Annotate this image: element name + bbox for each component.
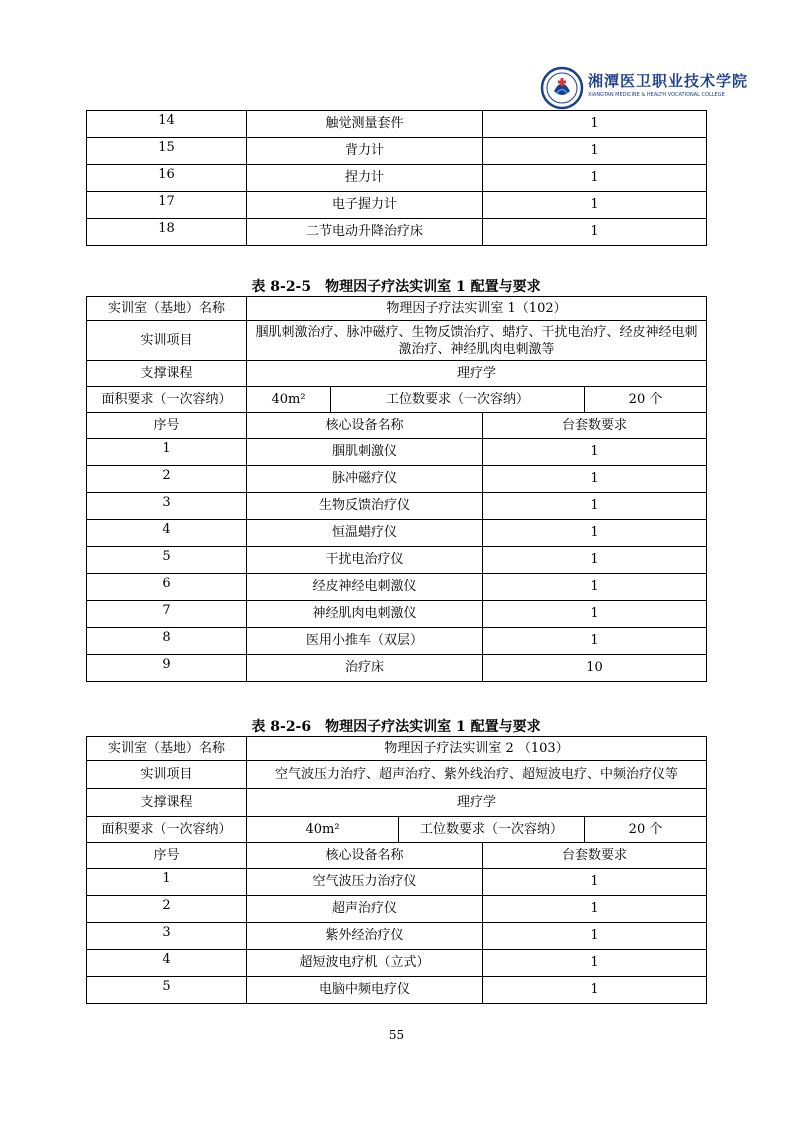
room-label: 实训室（基地）名称 bbox=[87, 297, 247, 321]
college-name: 湘潭医卫职业技术学院 bbox=[588, 72, 749, 90]
table-row bbox=[87, 192, 707, 219]
table-row bbox=[87, 601, 707, 628]
table-row bbox=[87, 628, 707, 655]
table-row bbox=[87, 869, 707, 896]
table-row bbox=[87, 950, 707, 977]
row-number: 15 bbox=[87, 138, 247, 165]
equipment-name: 恒温蜡疗仪 bbox=[247, 520, 483, 547]
equipment-quantity: 1 bbox=[483, 628, 707, 655]
equipment-quantity: 1 bbox=[483, 601, 707, 628]
equipment-name: 超短波电疗机（立式） bbox=[247, 950, 483, 977]
equipment-quantity: 1 bbox=[483, 111, 707, 138]
table-8-2-5 bbox=[86, 296, 707, 682]
table-row bbox=[87, 439, 707, 466]
row-number: 5 bbox=[87, 547, 247, 574]
project-label: 实训项目 bbox=[87, 321, 247, 361]
table-row bbox=[87, 493, 707, 520]
table-row bbox=[87, 138, 707, 165]
course-label: 支撑课程 bbox=[87, 789, 247, 817]
equipment-name: 紫外经治疗仪 bbox=[247, 923, 483, 950]
equipment-quantity: 1 bbox=[483, 439, 707, 466]
row-number: 9 bbox=[87, 655, 247, 682]
equipment-name: 生物反馈治疗仪 bbox=[247, 493, 483, 520]
equipment-quantity: 1 bbox=[483, 869, 707, 896]
area-value: 40m² bbox=[247, 387, 331, 413]
equipment-quantity: 1 bbox=[483, 977, 707, 1004]
equipment-quantity: 1 bbox=[483, 138, 707, 165]
table-row bbox=[87, 466, 707, 493]
col-header-name: 核心设备名称 bbox=[247, 413, 483, 439]
row-number: 6 bbox=[87, 574, 247, 601]
row-number: 18 bbox=[87, 219, 247, 246]
table-row bbox=[87, 165, 707, 192]
equipment-name: 空气波压力治疗仪 bbox=[247, 869, 483, 896]
equipment-quantity: 1 bbox=[483, 923, 707, 950]
table-row bbox=[87, 574, 707, 601]
equipment-quantity: 10 bbox=[483, 655, 707, 682]
area-label: 面积要求（一次容纳） bbox=[87, 387, 247, 413]
row-number: 5 bbox=[87, 977, 247, 1004]
row-number: 2 bbox=[87, 466, 247, 493]
equipment-name: 触觉测量套件 bbox=[247, 111, 483, 138]
equipment-name: 神经肌肉电刺激仪 bbox=[247, 601, 483, 628]
station-value: 20 个 bbox=[585, 817, 707, 843]
equipment-quantity: 1 bbox=[483, 219, 707, 246]
equipment-name: 捏力计 bbox=[247, 165, 483, 192]
equipment-name: 医用小推车（双层） bbox=[247, 628, 483, 655]
college-seal-icon bbox=[540, 66, 584, 110]
table-row bbox=[87, 111, 707, 138]
page-number: 55 bbox=[388, 1028, 405, 1042]
table-row bbox=[87, 547, 707, 574]
col-header-qty: 台套数要求 bbox=[483, 413, 707, 439]
equipment-name: 干扰电治疗仪 bbox=[247, 547, 483, 574]
equipment-name: 治疗床 bbox=[247, 655, 483, 682]
station-label: 工位数要求（一次容纳） bbox=[399, 817, 585, 843]
equipment-quantity: 1 bbox=[483, 466, 707, 493]
project-label: 实训项目 bbox=[87, 761, 247, 789]
table-row bbox=[87, 923, 707, 950]
college-logo bbox=[540, 66, 749, 110]
equipment-name: 二节电动升降治疗床 bbox=[247, 219, 483, 246]
row-number: 3 bbox=[87, 923, 247, 950]
col-header-name: 核心设备名称 bbox=[247, 843, 483, 869]
row-number: 1 bbox=[87, 439, 247, 466]
station-label: 工位数要求（一次容纳） bbox=[331, 387, 585, 413]
row-number: 8 bbox=[87, 628, 247, 655]
table-row bbox=[87, 219, 707, 246]
course-label: 支撑课程 bbox=[87, 361, 247, 387]
project-value: 空气波压力治疗、超声治疗、紫外线治疗、超短波电疗、中频治疗仪等 bbox=[247, 761, 707, 789]
room-label: 实训室（基地）名称 bbox=[87, 737, 247, 761]
equipment-name: 电脑中频电疗仪 bbox=[247, 977, 483, 1004]
table-row bbox=[87, 896, 707, 923]
room-value: 物理因子疗法实训室 1（102） bbox=[247, 297, 707, 321]
row-number: 16 bbox=[87, 165, 247, 192]
equipment-quantity: 1 bbox=[483, 950, 707, 977]
table-caption-8-2-6: 表 8-2-6 物理因子疗法实训室 1 配置与要求 bbox=[251, 719, 541, 735]
row-number: 4 bbox=[87, 520, 247, 547]
equipment-name: 背力计 bbox=[247, 138, 483, 165]
equipment-quantity: 1 bbox=[483, 493, 707, 520]
row-number: 7 bbox=[87, 601, 247, 628]
equipment-quantity: 1 bbox=[483, 574, 707, 601]
room-value: 物理因子疗法实训室 2 （103） bbox=[247, 737, 707, 761]
table-row bbox=[87, 520, 707, 547]
table-row bbox=[87, 655, 707, 682]
equipment-quantity: 1 bbox=[483, 165, 707, 192]
area-value: 40m² bbox=[247, 817, 399, 843]
equipment-name: 腘肌刺激仪 bbox=[247, 439, 483, 466]
row-number: 3 bbox=[87, 493, 247, 520]
equipment-quantity: 1 bbox=[483, 520, 707, 547]
station-value: 20 个 bbox=[585, 387, 707, 413]
table-8-2-6 bbox=[86, 736, 707, 1004]
equipment-quantity: 1 bbox=[483, 192, 707, 219]
equipment-table-continued bbox=[86, 110, 707, 246]
equipment-quantity: 1 bbox=[483, 547, 707, 574]
table-caption-8-2-5: 表 8-2-5 物理因子疗法实训室 1 配置与要求 bbox=[251, 279, 541, 295]
col-header-no: 序号 bbox=[87, 843, 247, 869]
table-row bbox=[87, 977, 707, 1004]
col-header-qty: 台套数要求 bbox=[483, 843, 707, 869]
row-number: 17 bbox=[87, 192, 247, 219]
course-value: 理疗学 bbox=[247, 361, 707, 387]
col-header-no: 序号 bbox=[87, 413, 247, 439]
equipment-name: 超声治疗仪 bbox=[247, 896, 483, 923]
college-name-en: XIANGTAN MEDICINE & HEALTH VOCATIONAL COLLEGE bbox=[588, 92, 725, 98]
project-value: 腘肌刺激治疗、脉冲磁疗、生物反馈治疗、蜡疗、干扰电治疗、经皮神经电刺激治疗、神经肌肉电刺激等 bbox=[247, 321, 707, 361]
course-value: 理疗学 bbox=[247, 789, 707, 817]
row-number: 4 bbox=[87, 950, 247, 977]
equipment-quantity: 1 bbox=[483, 896, 707, 923]
area-label: 面积要求（一次容纳） bbox=[87, 817, 247, 843]
equipment-name: 经皮神经电刺激仪 bbox=[247, 574, 483, 601]
equipment-name: 脉冲磁疗仪 bbox=[247, 466, 483, 493]
row-number: 14 bbox=[87, 111, 247, 138]
row-number: 1 bbox=[87, 869, 247, 896]
row-number: 2 bbox=[87, 896, 247, 923]
equipment-name: 电子握力计 bbox=[247, 192, 483, 219]
